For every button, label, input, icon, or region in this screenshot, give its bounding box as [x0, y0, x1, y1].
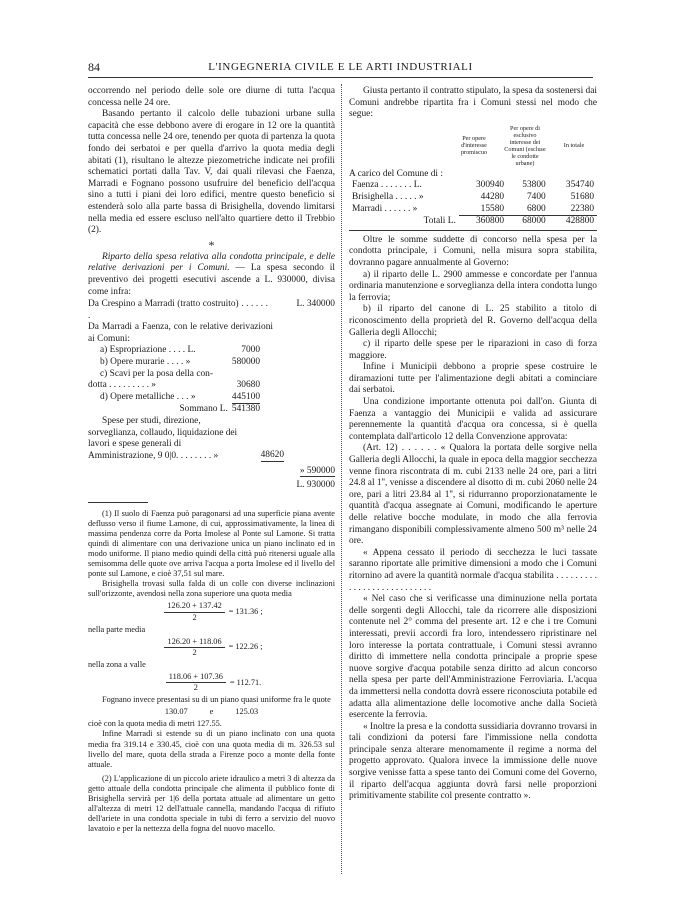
section-heading: Riparto della spesa relativa alla condotta principale, e delle relative derivazioni per i Comuni. — [88, 251, 335, 274]
table-cell: Faenza . . . . . . . L. — [352, 180, 422, 191]
cost-amount: 7000 — [241, 345, 260, 356]
denominator: 2 — [192, 612, 197, 622]
conjunction: e — [209, 707, 214, 717]
table-rule — [349, 230, 597, 231]
left-column — [88, 86, 335, 834]
denominator: 2 — [193, 683, 198, 693]
paragraph: Basando pertanto il calcolo delle tubazioni urbane sulla capacità che esse debbono avere di erogare in 12 ore la quantità tutta concessa nelle 24 ore, tenendo per quota di partenza la quota fondo dei serbatoi e per quella d'arrivo la quota media degli abitati (1), risultano le altezze piezometriche indicate nei profili schematici portati dalla Tav. V, dai quali rilevasi che Faenza, Marradi e Fognano possono usufruire del beneficio dell'acqua sino a tutti i piani dei loro edifici, mentre questo beneficio si estenderà solo alla parte bassa di Brisighella, dovendo limitarsi nella media ed essere escluso nell'alto quartiere detto il Trebbio (2). — [88, 109, 335, 236]
numerator: 126.20 + 118.06 — [164, 637, 224, 648]
quote-values — [88, 707, 335, 717]
table-cell: 53800 — [522, 180, 546, 191]
cost-label: a) Espropriazione . . . . L. — [100, 345, 196, 356]
cost-label: Spese per studi, direzione, sorveglianza, collaudo, liquidazione dei lavori e spese generali di Amministrazione, 9 0|0. . . . . . . . » — [88, 416, 238, 461]
table-cell: 15580 — [480, 203, 505, 214]
cost-total: L. 930000 — [296, 480, 335, 490]
footnote-text: (1) Il suolo di Faenza può paragonarsi ad una superficie piana avente deflusso verso il fiume Lamone, di cui, approssimativamente, la linea di massima pendenza corre da Porta Imolese al Ponte sul Lamone. Si tratta quindi di alimentare con una derivazione unica un piano inclinato ed in modo uniforme. Il piano medio quindi della città può ritenersi uguale alla semisomma delle quote ove arriva l'acqua a porta Imolese ed il livello del ponte sul Lamone, e cioè 37,51 sul mare. — [88, 508, 335, 579]
cost-amount: 30680 — [236, 380, 260, 391]
cost-subtotal — [88, 466, 335, 478]
cost-label: d) Opere metalliche . . . » — [100, 391, 196, 402]
formula — [88, 601, 335, 622]
cost-row — [88, 357, 260, 369]
formula-result: = 112.71. — [229, 677, 262, 687]
table-caption: A carico del Comune di : — [349, 168, 443, 179]
paragraph: « Nel caso che si verificasse una diminuzione nella portata delle sorgenti degli Allocchi, tale da ricorrere alle disposizioni contenute nel 2° comma del presente art. 12 e che i tre Comuni interessati, previi accordi fra loro, intendessero ripristinare nel loro interesse la portata contrattuale, i Comuni stessi avranno diritto di immettere nella condotta principale a proprie spese nuove sorgive d'acqua potabile senza diritto ad alcun concorso nella spesa per parte dell'Amministrazione Ferroviaria. L'acqua da immettersi nella condotta dovrà essere riconosciuta potabile ed adatta alla alimentazione delle locomotive anche dalla Società esercente la ferrovia. — [349, 594, 597, 721]
cost-amount: » 590000 — [299, 466, 335, 477]
paragraph: Infine i Municipii debbono a proprie spese costruire le diramazioni tutte per l'alimentazione degli abitati a cominciare dai serbatoi. — [349, 362, 597, 396]
cost-amount: 445100 — [232, 392, 260, 405]
table-header: In totale — [563, 142, 585, 150]
page-number: 84 — [88, 60, 100, 74]
footnote-text: nella zona a valle — [88, 659, 146, 669]
section-heading-paragraph — [88, 252, 335, 298]
table-cell: 428800 — [549, 216, 597, 228]
paragraph: occorrendo nel periodo delle sole ore diurne di tutta l'acqua concessa nelle 24 ore. — [88, 86, 335, 108]
footnote-1 — [88, 509, 335, 770]
footnote-2: (2) L'applicazione di un piccolo ariete idraulico a metri 3 di altezza da getto attuale della condotta principale che alimenta il pubblico fonte di Brisighella servirà per 1|6 della portata attuale ad alimentare un getto all'altezza di metri 12 dell'attuale cannella, mandando l'acqua di rifiuto dell'ariete in una condotta speciale in tubi di ferro a servizio del nuovo lavatoio e per la nettezza della fogna del nuovo macello. — [88, 773, 335, 834]
quote-value: 125.03 — [235, 707, 259, 717]
paragraph: « Appena cessato il periodo di secchezza le luci tassate saranno riportate alle primitive dimensioni a modo che i Comuni ritornino ad avere la quantità normale d'acqua stabilita . . . . . . . . . . . . . . . . . . . . . . . . . . . — [349, 547, 597, 593]
table-total-row — [349, 216, 597, 228]
table-cell: 360800 — [459, 216, 507, 228]
section-separator: * — [208, 237, 215, 252]
paragraph-text: — La spesa secondo il preventivo dei progetti esecutivi ascende a L. 930000, divisa come infra: — [88, 263, 336, 297]
footnote-text: Fognano invece presentasi su di un piano quasi uniforme fra le quote — [102, 695, 331, 705]
paragraph: « Inoltre la presa e la condotta sussidiaria dovranno trovarsi in tali condizioni da potersi fare l'immissione nella condotta principale senza alterare menomamente il regime a norma del progetto approvato. Qualora invece la immissione delle nuove sorgive venisse fatta a spese tanto dei Comuni come del Governo, il riparto dell'acqua aggiunta dovrà farsi nelle proporzioni primitivamente stabilite col presente contratto ». — [349, 721, 597, 802]
paragraph: Oltre le somme suddette di concorso nella spesa per la condotta principale, i Comuni, nella misura sopra stabilita, dovranno pagare annualmente al Governo: — [349, 234, 597, 268]
paragraph: a) il riparto delle L. 2900 ammesse e concordate per l'annua ordinaria manutenzione e sorveglianza della intera condotta lungo la ferrovia; — [349, 269, 597, 303]
header-rule — [88, 77, 593, 78]
formula — [88, 672, 335, 693]
fraction — [166, 672, 226, 693]
formula — [88, 637, 335, 658]
table-cell: 354740 — [565, 180, 594, 191]
paragraph: Giusta pertanto il contratto stipulato, la spesa da sostenersi dai Comuni andrebbe ripartita fra i Comuni stessi nel modo che segue: — [349, 86, 597, 120]
cost-amount: 580000 — [231, 357, 260, 368]
right-column — [349, 86, 597, 803]
cost-label: Da Marradi a Faenza, con le relative derivazioni ai Comuni: — [88, 322, 273, 344]
table-header: Per opere di esclusivo interesse dei Comuni (escluse le condotte urbane) — [504, 124, 546, 167]
table-cell: 7400 — [526, 191, 546, 202]
apportionment-table-header — [449, 125, 597, 167]
table-cell: 6800 — [526, 203, 546, 214]
cost-row — [88, 299, 335, 322]
footnote-text: Brisighella trovasi sulla falda di un colle con diverse inclinazioni sull'orizzonte, avendosi nella zona superiore una quota media — [88, 579, 335, 599]
paragraph: Una condizione importante ottenuta poi dall'on. Giunta di Faenza a vantaggio dei Municipii e valida ad assicurare perennemente la quantità d'acqua ora concessa, si è quella contemplata dall'articolo 12 della Convenzione approvata: — [349, 397, 597, 442]
table-cell: 44280 — [480, 191, 505, 202]
cost-breakdown — [88, 299, 335, 492]
table-row — [349, 192, 597, 204]
cost-label: c) Scavi per la posa della con- — [100, 368, 213, 379]
table-cell: Marradi . . . . . . » — [352, 203, 418, 214]
quote-value: 130.07 — [164, 707, 188, 717]
paragraph: c) il riparto delle spese per le riparazioni in caso di forza maggiore. — [349, 339, 597, 361]
cost-row — [88, 416, 284, 462]
journal-title: L'INGEGNERIA CIVILE E LE ARTI INDUSTRIALI — [208, 61, 473, 73]
table-header: Per opere d'interesse promiscuo — [460, 135, 488, 157]
apportionment-table — [349, 180, 597, 227]
cost-label: Sommano L. — [179, 404, 228, 415]
table-cell: 22380 — [570, 203, 594, 214]
cost-amount: 48620 — [261, 450, 284, 463]
fraction — [164, 601, 224, 622]
cost-row — [88, 392, 260, 405]
table-cell: Brisighella . . . . . » — [352, 191, 424, 202]
table-cell: Totali L. — [423, 215, 456, 226]
cost-row — [88, 404, 260, 416]
formula-result: = 131.36 ; — [228, 606, 263, 616]
cost-label: b) Opere murarie . . . . » — [100, 357, 191, 368]
footnote-text: Infine Marradi si estende su di un piano inclinato con una quota media fra 319.14 e 330.45, cioè con una quota media di m. 326.53 sul livello del mare, quota della strada a Firenze poco a monte della fonte attuale. — [88, 729, 335, 769]
table-row — [349, 180, 597, 192]
denominator: 2 — [192, 647, 197, 657]
footnote-text: nella parte media — [88, 624, 146, 634]
numerator: 118.06 + 107.36 — [166, 672, 226, 683]
cost-amount: L. 340000 — [296, 299, 335, 310]
table-row — [349, 204, 597, 216]
cost-row — [88, 380, 260, 392]
cost-row — [88, 345, 260, 357]
cost-amount: 541380 — [231, 404, 260, 415]
column-divider — [341, 84, 342, 874]
paragraph: b) il riparto del canone di L. 25 stabilito a titolo di riconoscimento della proprietà del R. Governo dell'acqua della Galleria degli Allocchi; — [349, 304, 597, 338]
table-cell: 51680 — [570, 191, 594, 202]
footnote-text: cioè con la quota media di metri 127.55. — [88, 719, 222, 729]
formula-result: = 122.26 ; — [228, 642, 263, 652]
numerator: 126.20 + 137.42 — [164, 601, 224, 612]
table-cell: 68000 — [507, 216, 549, 228]
fraction — [164, 637, 224, 658]
cost-label: Da Crespino a Marradi (tratto costruito) . . . . . . . — [88, 299, 268, 321]
page-header — [88, 60, 593, 76]
table-cell: 300940 — [475, 180, 505, 191]
footnote-rule — [88, 502, 148, 503]
cost-label: dotta . . . . . . . . . » — [88, 380, 156, 391]
paragraph: (Art. 12) . . . . . . « Qualora la portata delle sorgive nella Galleria degli Allocchi, la quale in epoca della maggior secchezza venne finora riscontrata di m. cubi 2133 nelle 24 ore, pari a litri 24.8 al 1'', venisse a discendere al disotto di m. cubi 2060 nelle 24 ore, pari a litri 23.84 al 1'', si ridurranno proporzionatamente le quantità d'acqua assegnate ai Comuni, modificando le aperture delle relative bocche modulate, in modo che alla ferrovia rimangano disponibili complessivamente almeno 500 m³ nelle 24 ore. — [349, 443, 597, 547]
